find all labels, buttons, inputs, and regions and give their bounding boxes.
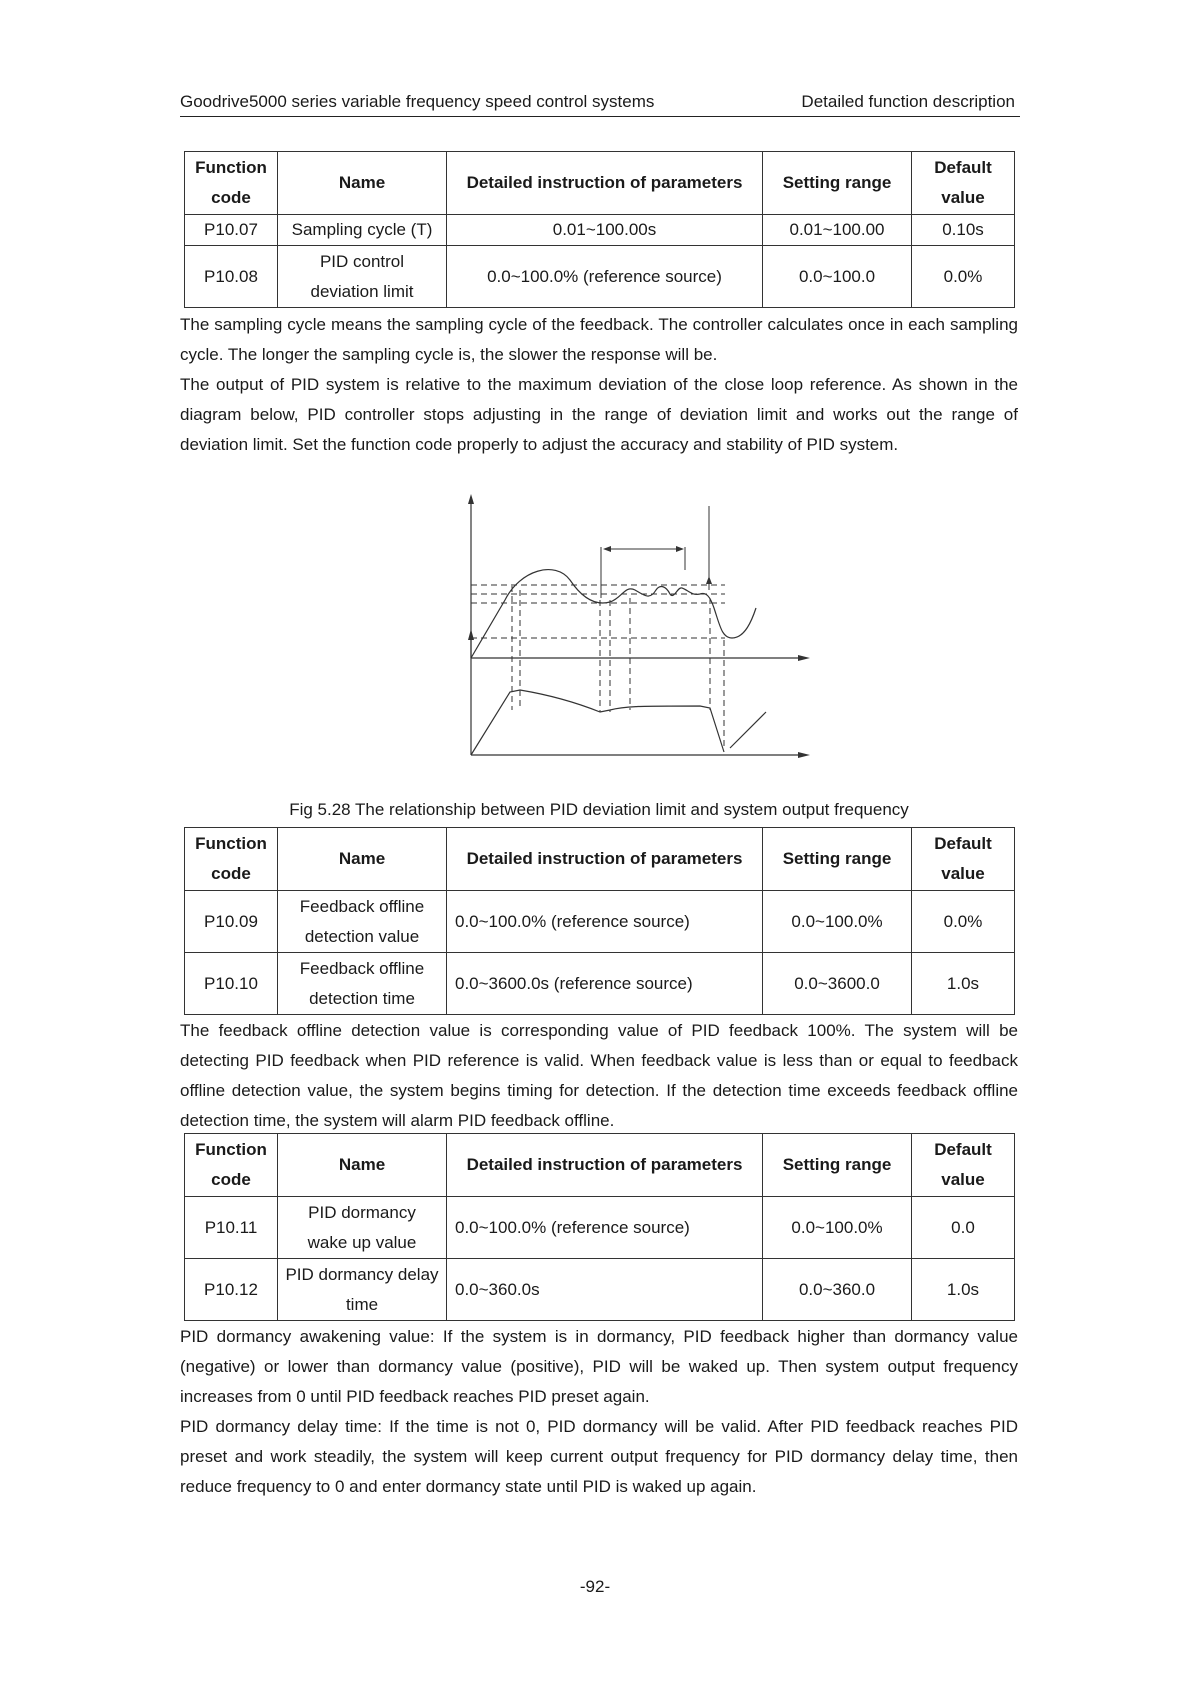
header-section: Detailed function description: [801, 92, 1015, 111]
cell-default: 0.0: [912, 1197, 1015, 1259]
header-name: Name: [278, 828, 447, 891]
header-detail: Detailed instruction of parameters: [447, 828, 763, 891]
cell-range: 0.01~100.00: [763, 215, 912, 246]
top-x-arrow: [798, 655, 810, 661]
header-default: Default value: [912, 1134, 1015, 1197]
cell-code: P10.10: [185, 953, 278, 1015]
feedback-curve: [471, 570, 756, 658]
figure-caption: Fig 5.28 The relationship between PID deviation limit and system output frequency: [289, 800, 909, 819]
top-y-arrow: [468, 494, 474, 504]
paragraph-sampling: [180, 310, 1018, 460]
header-function-code: Function code: [185, 152, 278, 215]
cell-detail: 0.0~3600.0s (reference source): [447, 953, 763, 1015]
cell-name: PID dormancy wake up value: [278, 1197, 447, 1259]
bottom-x-arrow: [798, 752, 810, 758]
vertical-guides: [512, 586, 724, 750]
cell-detail: 0.01~100.00s: [447, 215, 763, 246]
header-detail: Detailed instruction of parameters: [447, 152, 763, 215]
header-default: Default value: [912, 828, 1015, 891]
param-table-2: [184, 827, 1015, 1015]
paragraph-text: The sampling cycle means the sampling cycle of the feedback. The controller calculates once in each sampling cycle. The longer the sampling cycle is, the slower the response will be.: [180, 315, 1018, 364]
header-function-code: Function code: [185, 1134, 278, 1197]
cell-range: 0.0~100.0%: [763, 1197, 912, 1259]
cell-default: 1.0s: [912, 1259, 1015, 1321]
header-range: Setting range: [763, 828, 912, 891]
cell-name: Sampling cycle (T): [278, 215, 447, 246]
page-header: [180, 92, 1020, 117]
cell-detail: 0.0~100.0% (reference source): [447, 1197, 763, 1259]
table-row: [185, 1197, 1015, 1259]
cell-range: 0.0~100.0%: [763, 891, 912, 953]
cell-code: P10.11: [185, 1197, 278, 1259]
cell-default: 0.0%: [912, 246, 1015, 308]
paragraph-text: The output of PID system is relative to the maximum deviation of the close loop reference. As shown in the diagram below, PID controller stops adjusting in the range of deviation limit and works out the range of deviation limit. Set the function code properly to adjust the accuracy and stability of PID system.: [180, 375, 1018, 454]
cell-detail: 0.0~100.0% (reference source): [447, 246, 763, 308]
output-frequency-curve: [471, 690, 766, 755]
paragraph-text: PID dormancy delay time: If the time is not 0, PID dormancy will be valid. After PID feedback reaches PID preset and work steadily, the system will keep current output frequency for PID dormancy delay time, then reduce frequency to 0 and enter dormancy state until PID is waked up again.: [180, 1417, 1018, 1496]
paragraph-text: PID dormancy awakening value: If the system is in dormancy, PID feedback higher than dormancy value (negative) or lower than dormancy value (positive), PID will be waked up. Then system output frequency increases from 0 until PID feedback reaches PID preset again.: [180, 1327, 1018, 1406]
param-table-1: [184, 151, 1015, 308]
cell-name: Feedback offline detection value: [278, 891, 447, 953]
table-row: [185, 953, 1015, 1015]
param-table-3: [184, 1133, 1015, 1321]
header-name: Name: [278, 152, 447, 215]
header-function-code: Function code: [185, 828, 278, 891]
cell-name: Feedback offline detection time: [278, 953, 447, 1015]
cell-code: P10.08: [185, 246, 278, 308]
table-row: [185, 246, 1015, 308]
paragraph-feedback-offline: [180, 1016, 1018, 1136]
cell-detail: 0.0~100.0% (reference source): [447, 891, 763, 953]
header-default: Default value: [912, 152, 1015, 215]
cell-range: 0.0~360.0: [763, 1259, 912, 1321]
cell-default: 1.0s: [912, 953, 1015, 1015]
pid-deviation-figure: [460, 490, 860, 770]
table-header-row: [185, 152, 1015, 215]
page-number: -92-: [579, 1577, 611, 1596]
cell-detail: 0.0~360.0s: [447, 1259, 763, 1321]
table-header-row: [185, 828, 1015, 891]
cell-default: 0.10s: [912, 215, 1015, 246]
cell-default: 0.0%: [912, 891, 1015, 953]
header-range: Setting range: [763, 152, 912, 215]
cell-range: 0.0~3600.0: [763, 953, 912, 1015]
table-header-row: [185, 1134, 1015, 1197]
header-title: Goodrive5000 series variable frequency speed control systems: [180, 92, 655, 111]
cell-range: 0.0~100.0: [763, 246, 912, 308]
table-row: [185, 1259, 1015, 1321]
table-row: [185, 891, 1015, 953]
header-range: Setting range: [763, 1134, 912, 1197]
paragraph-dormancy: [180, 1322, 1018, 1502]
paragraph-text: The feedback offline detection value is corresponding value of PID feedback 100%. The system will be detecting PID feedback when PID reference is valid. When feedback value is less than or equal to feedback offline detection value, the system begins timing for detection. If the detection time exceeds feedback offline detection time, the system will alarm PID feedback offline.: [180, 1021, 1018, 1130]
cell-code: P10.12: [185, 1259, 278, 1321]
bottom-y-arrow: [468, 629, 474, 640]
header-detail: Detailed instruction of parameters: [447, 1134, 763, 1197]
header-name: Name: [278, 1134, 447, 1197]
cell-code: P10.07: [185, 215, 278, 246]
table-row: [185, 215, 1015, 246]
cell-name: PID control deviation limit: [278, 246, 447, 308]
cell-name: PID dormancy delay time: [278, 1259, 447, 1321]
cell-code: P10.09: [185, 891, 278, 953]
